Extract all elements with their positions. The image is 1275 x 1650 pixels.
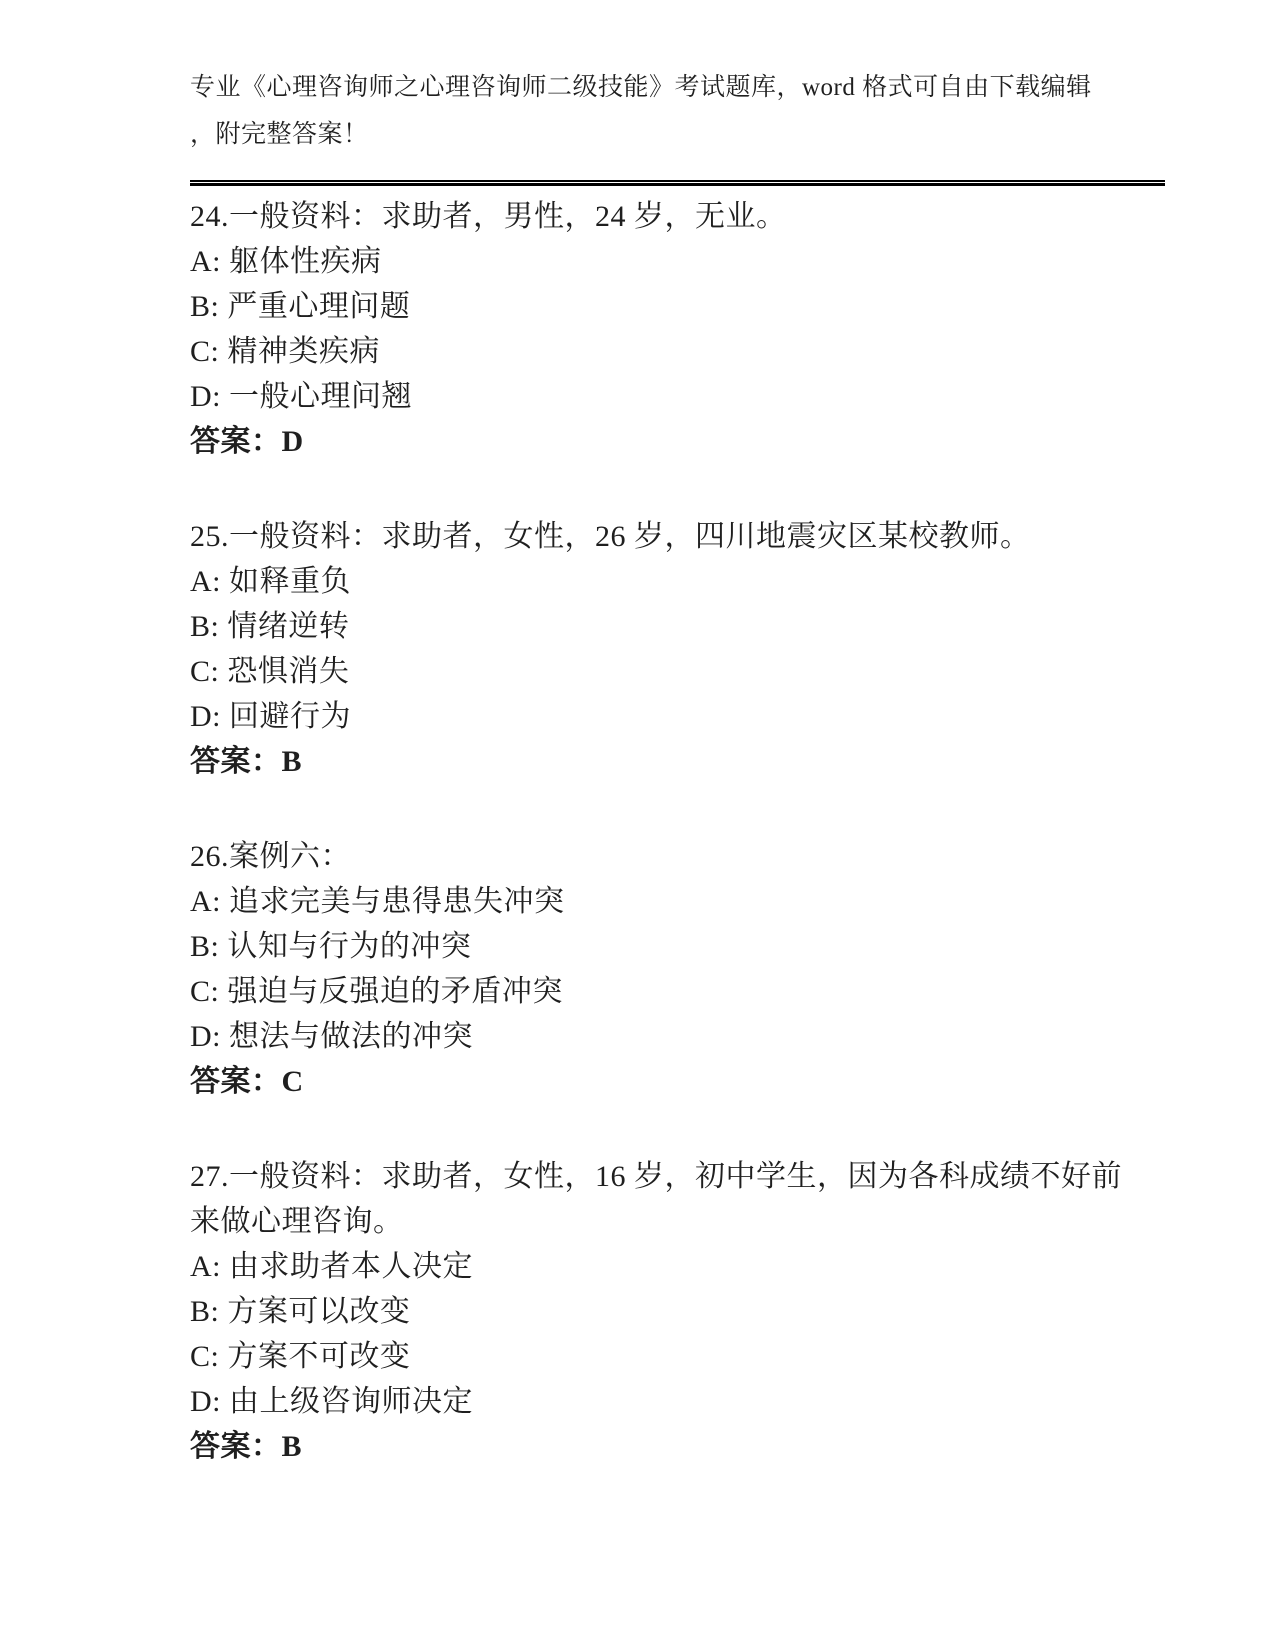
- answer-value: D: [281, 425, 304, 458]
- question-24: [190, 194, 1165, 464]
- question-27: [190, 1154, 1165, 1469]
- answer-value: B: [281, 745, 303, 778]
- option-d: D: 想法与做法的冲突: [190, 1020, 473, 1053]
- option-a: A: 由求助者本人决定: [190, 1250, 473, 1283]
- question-title: 24.一般资料：求助者，男性，24 岁，无业。: [190, 200, 787, 233]
- option-b: B: 情绪逆转: [190, 610, 350, 643]
- option-c: C: 精神类疾病: [190, 335, 380, 368]
- option-a: A: 躯体性疾病: [190, 245, 382, 278]
- answer-value: C: [281, 1065, 304, 1098]
- document-header: [190, 0, 1165, 158]
- option-a: A: 追求完美与患得患失冲突: [190, 885, 565, 918]
- question-title: 27.一般资料：求助者，女性，16 岁，初中学生，因为各科成绩不好前: [190, 1160, 1122, 1193]
- header-line: 专业《心理咨询师之心理咨询师二级技能》考试题库，word 格式可自由下载编辑: [190, 74, 1092, 101]
- question-25: [190, 514, 1165, 784]
- option-d: D: 回避行为: [190, 700, 351, 733]
- option-a: A: 如释重负: [190, 565, 351, 598]
- option-c: C: 方案不可改变: [190, 1340, 411, 1373]
- question-26: [190, 834, 1165, 1104]
- answer-line: [190, 1424, 1165, 1469]
- option-d: D: 由上级咨询师决定: [190, 1385, 473, 1418]
- option-c: C: 强迫与反强迫的矛盾冲突: [190, 975, 563, 1008]
- answer-line: [190, 739, 1165, 784]
- answer-value: B: [281, 1430, 303, 1463]
- option-b: B: 严重心理问题: [190, 290, 411, 323]
- question-title: 26.案例六：: [190, 840, 351, 873]
- answer-label: 答案：: [190, 1065, 282, 1098]
- header-line: ，附完整答案！: [190, 121, 369, 148]
- question-title: 25.一般资料：求助者，女性，26 岁，四川地震灾区某校教师。: [190, 520, 1031, 553]
- question-title-continued: 来做心理咨询。: [190, 1205, 404, 1238]
- option-b: B: 方案可以改变: [190, 1295, 411, 1328]
- answer-label: 答案：: [190, 425, 282, 458]
- option-c: C: 恐惧消失: [190, 655, 350, 688]
- answer-label: 答案：: [190, 1430, 282, 1463]
- option-d: D: 一般心理问翘: [190, 380, 412, 413]
- question-list: [190, 186, 1165, 1469]
- answer-label: 答案：: [190, 745, 282, 778]
- answer-line: [190, 1059, 1165, 1104]
- option-b: B: 认知与行为的冲突: [190, 930, 472, 963]
- page-content: [190, 0, 1165, 1469]
- answer-line: [190, 419, 1165, 464]
